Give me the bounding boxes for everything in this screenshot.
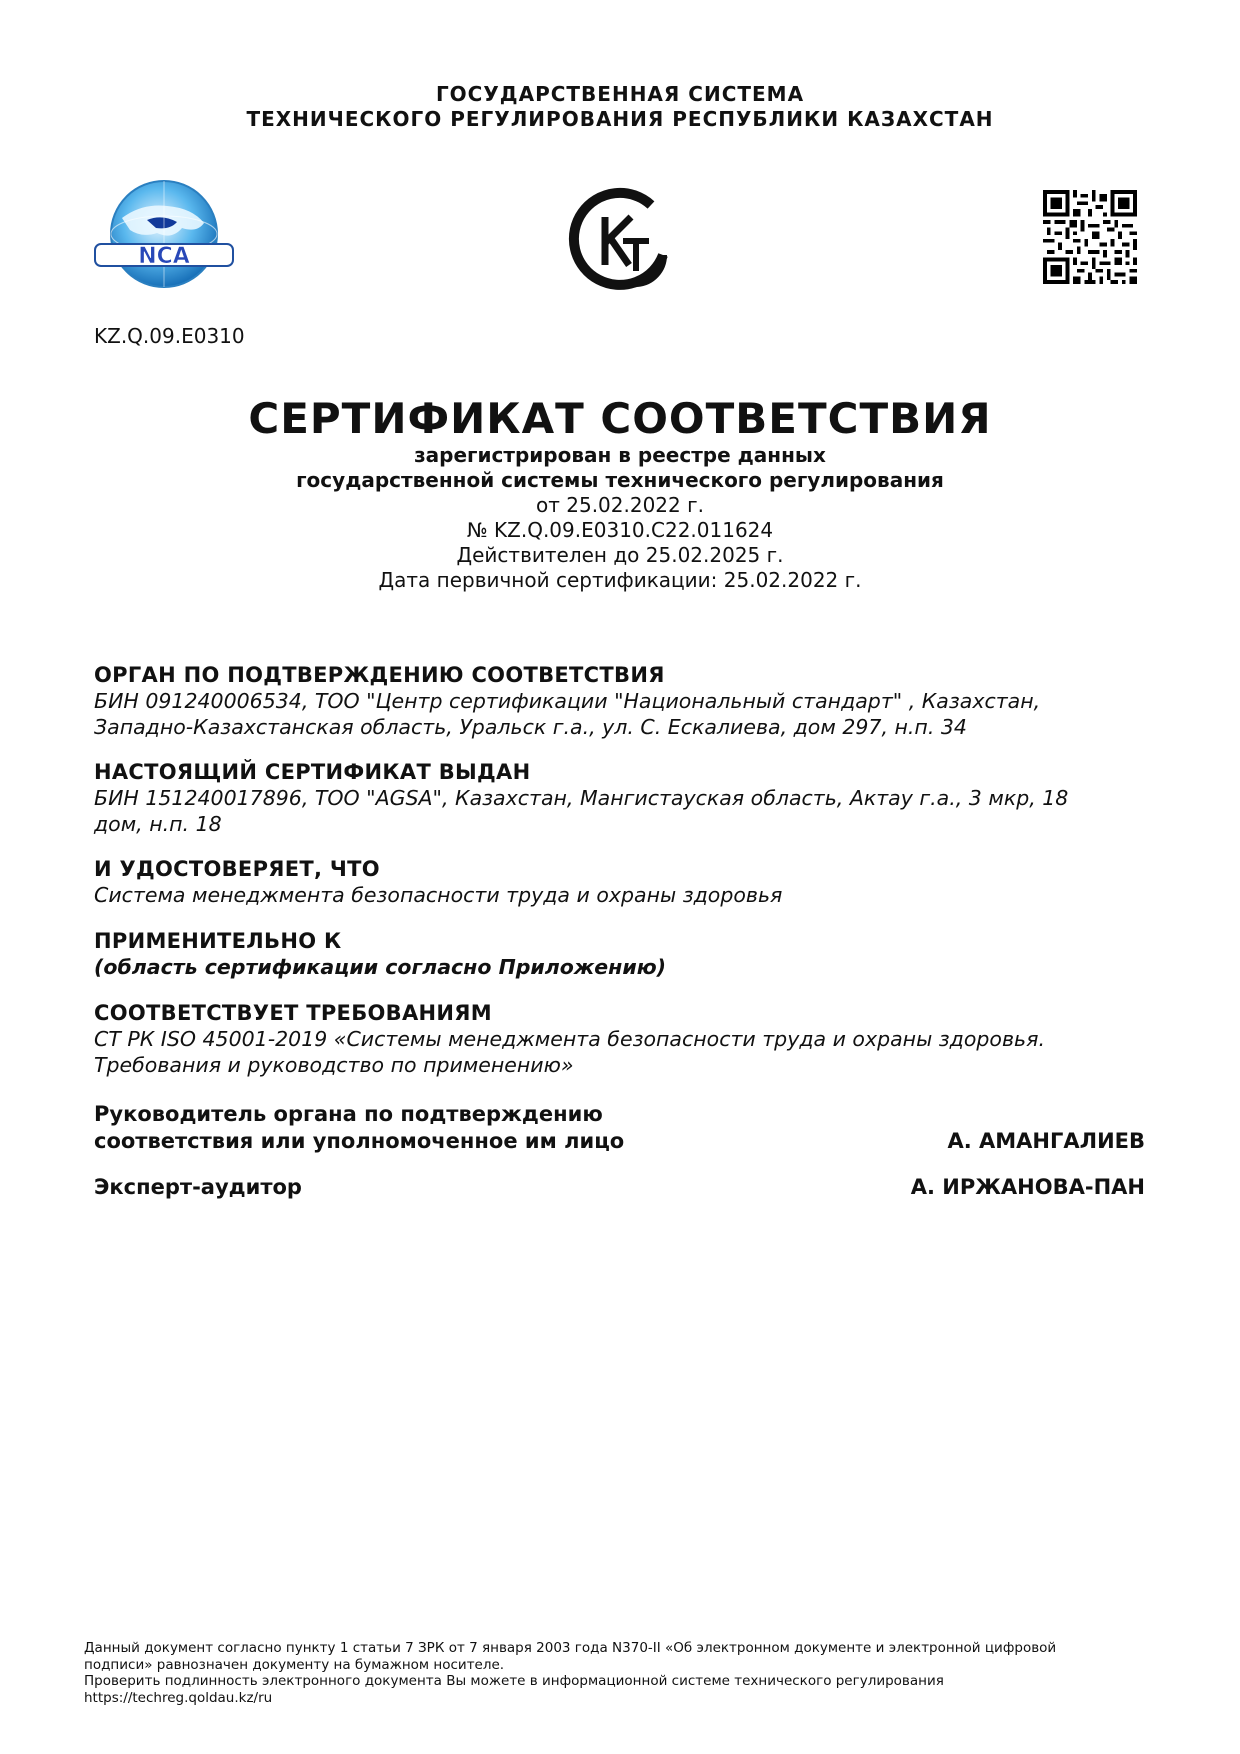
- footer-line: Данный документ согласно пункту 1 статьи 7 ЗРК от 7 января 2003 года N370-II «Об электронном документе и электронной цифровой: [84, 1640, 1057, 1656]
- auditor-label: Эксперт-аудитор: [94, 1175, 302, 1199]
- head-signatory-label: [94, 1101, 624, 1155]
- qr-code-icon: [1043, 190, 1137, 284]
- state-system-heading: [0, 82, 1240, 132]
- section-applicable-to: [94, 928, 1154, 980]
- footer-line: подписи» равнозначен документу на бумажном носителе.: [84, 1656, 505, 1673]
- section-heading: НАСТОЯЩИЙ СЕРТИФИКАТ ВЫДАН: [94, 760, 531, 784]
- registration-code: KZ.Q.09.E0310: [94, 324, 245, 348]
- section-text: дом, н.п. 18: [94, 812, 222, 836]
- registry-line2: государственной системы технического регулирования: [296, 468, 944, 492]
- section-text: Западно-Казахстанская область, Уральск г.а., ул. С. Ескалиева, дом 297, н.п. 34: [94, 715, 967, 739]
- head-signatory-name: А. АМАНГАЛИЕВ: [947, 1129, 1145, 1153]
- section-text: СТ РК ISO 45001-2019 «Системы менеджмента безопасности труда и охраны здоровья.: [94, 1027, 1045, 1051]
- nca-logo-text: NCA: [138, 244, 190, 269]
- section-heading: ПРИМЕНИТЕЛЬНО К: [94, 929, 342, 953]
- nca-logo: [92, 178, 236, 298]
- certificate-title: СЕРТИФИКАТ СООТВЕТСТВИЯ: [248, 394, 992, 443]
- section-certifies: [94, 856, 1154, 908]
- section-text: БИН 151240017896, ТОО "AGSA", Казахстан, Мангистауская область, Актау г.а., 3 мкр, 18: [94, 786, 1069, 810]
- footer-line: Проверить подлинность электронного документа Вы можете в информационной системе технического регулирования: [84, 1673, 944, 1689]
- auditor-name: А. ИРЖАНОВА-ПАН: [910, 1175, 1145, 1199]
- valid-until: Действителен до 25.02.2025 г.: [456, 543, 784, 567]
- first-certification-date: Дата первичной сертификации: 25.02.2022 г.: [378, 568, 862, 592]
- section-certification-body: [94, 662, 1154, 740]
- head-signatory-label-line1: Руководитель органа по подтверждению: [94, 1102, 603, 1126]
- state-system-heading-line1: ГОСУДАРСТВЕННАЯ СИСТЕМА: [435, 82, 805, 106]
- section-issued-to: [94, 759, 1154, 837]
- state-system-heading-line2: ТЕХНИЧЕСКОГО РЕГУЛИРОВАНИЯ РЕСПУБЛИКИ КАЗАХСТАН: [246, 107, 994, 131]
- legal-footer: [84, 1640, 1164, 1706]
- section-text: (область сертификации согласно Приложению): [94, 955, 666, 979]
- section-text: Требования и руководство по применению»: [94, 1053, 574, 1077]
- section-text: БИН 091240006534, ТОО "Центр сертификации "Национальный стандарт" , Казахстан,: [94, 689, 1041, 713]
- registry-date: от 25.02.2022 г.: [536, 493, 704, 517]
- registry-block: [0, 443, 1240, 593]
- section-complies-with: [94, 1000, 1154, 1078]
- section-text: Система менеджмента безопасности труда и охраны здоровья: [94, 883, 783, 907]
- footer-url: https://techreg.qoldau.kz/ru: [84, 1689, 273, 1706]
- section-heading: СООТВЕТСТВУЕТ ТРЕБОВАНИЯМ: [94, 1001, 492, 1025]
- section-heading: И УДОСТОВЕРЯЕТ, ЧТО: [94, 857, 380, 881]
- conformity-mark-logo: [565, 185, 677, 297]
- registry-line1: зарегистрирован в реестре данных: [414, 443, 826, 467]
- registry-number: № KZ.Q.09.E0310.C22.011624: [466, 518, 774, 542]
- head-signatory-label-line2: соответствия или уполномоченное им лицо: [94, 1129, 625, 1153]
- section-heading: ОРГАН ПО ПОДТВЕРЖДЕНИЮ СООТВЕТСТВИЯ: [94, 663, 665, 687]
